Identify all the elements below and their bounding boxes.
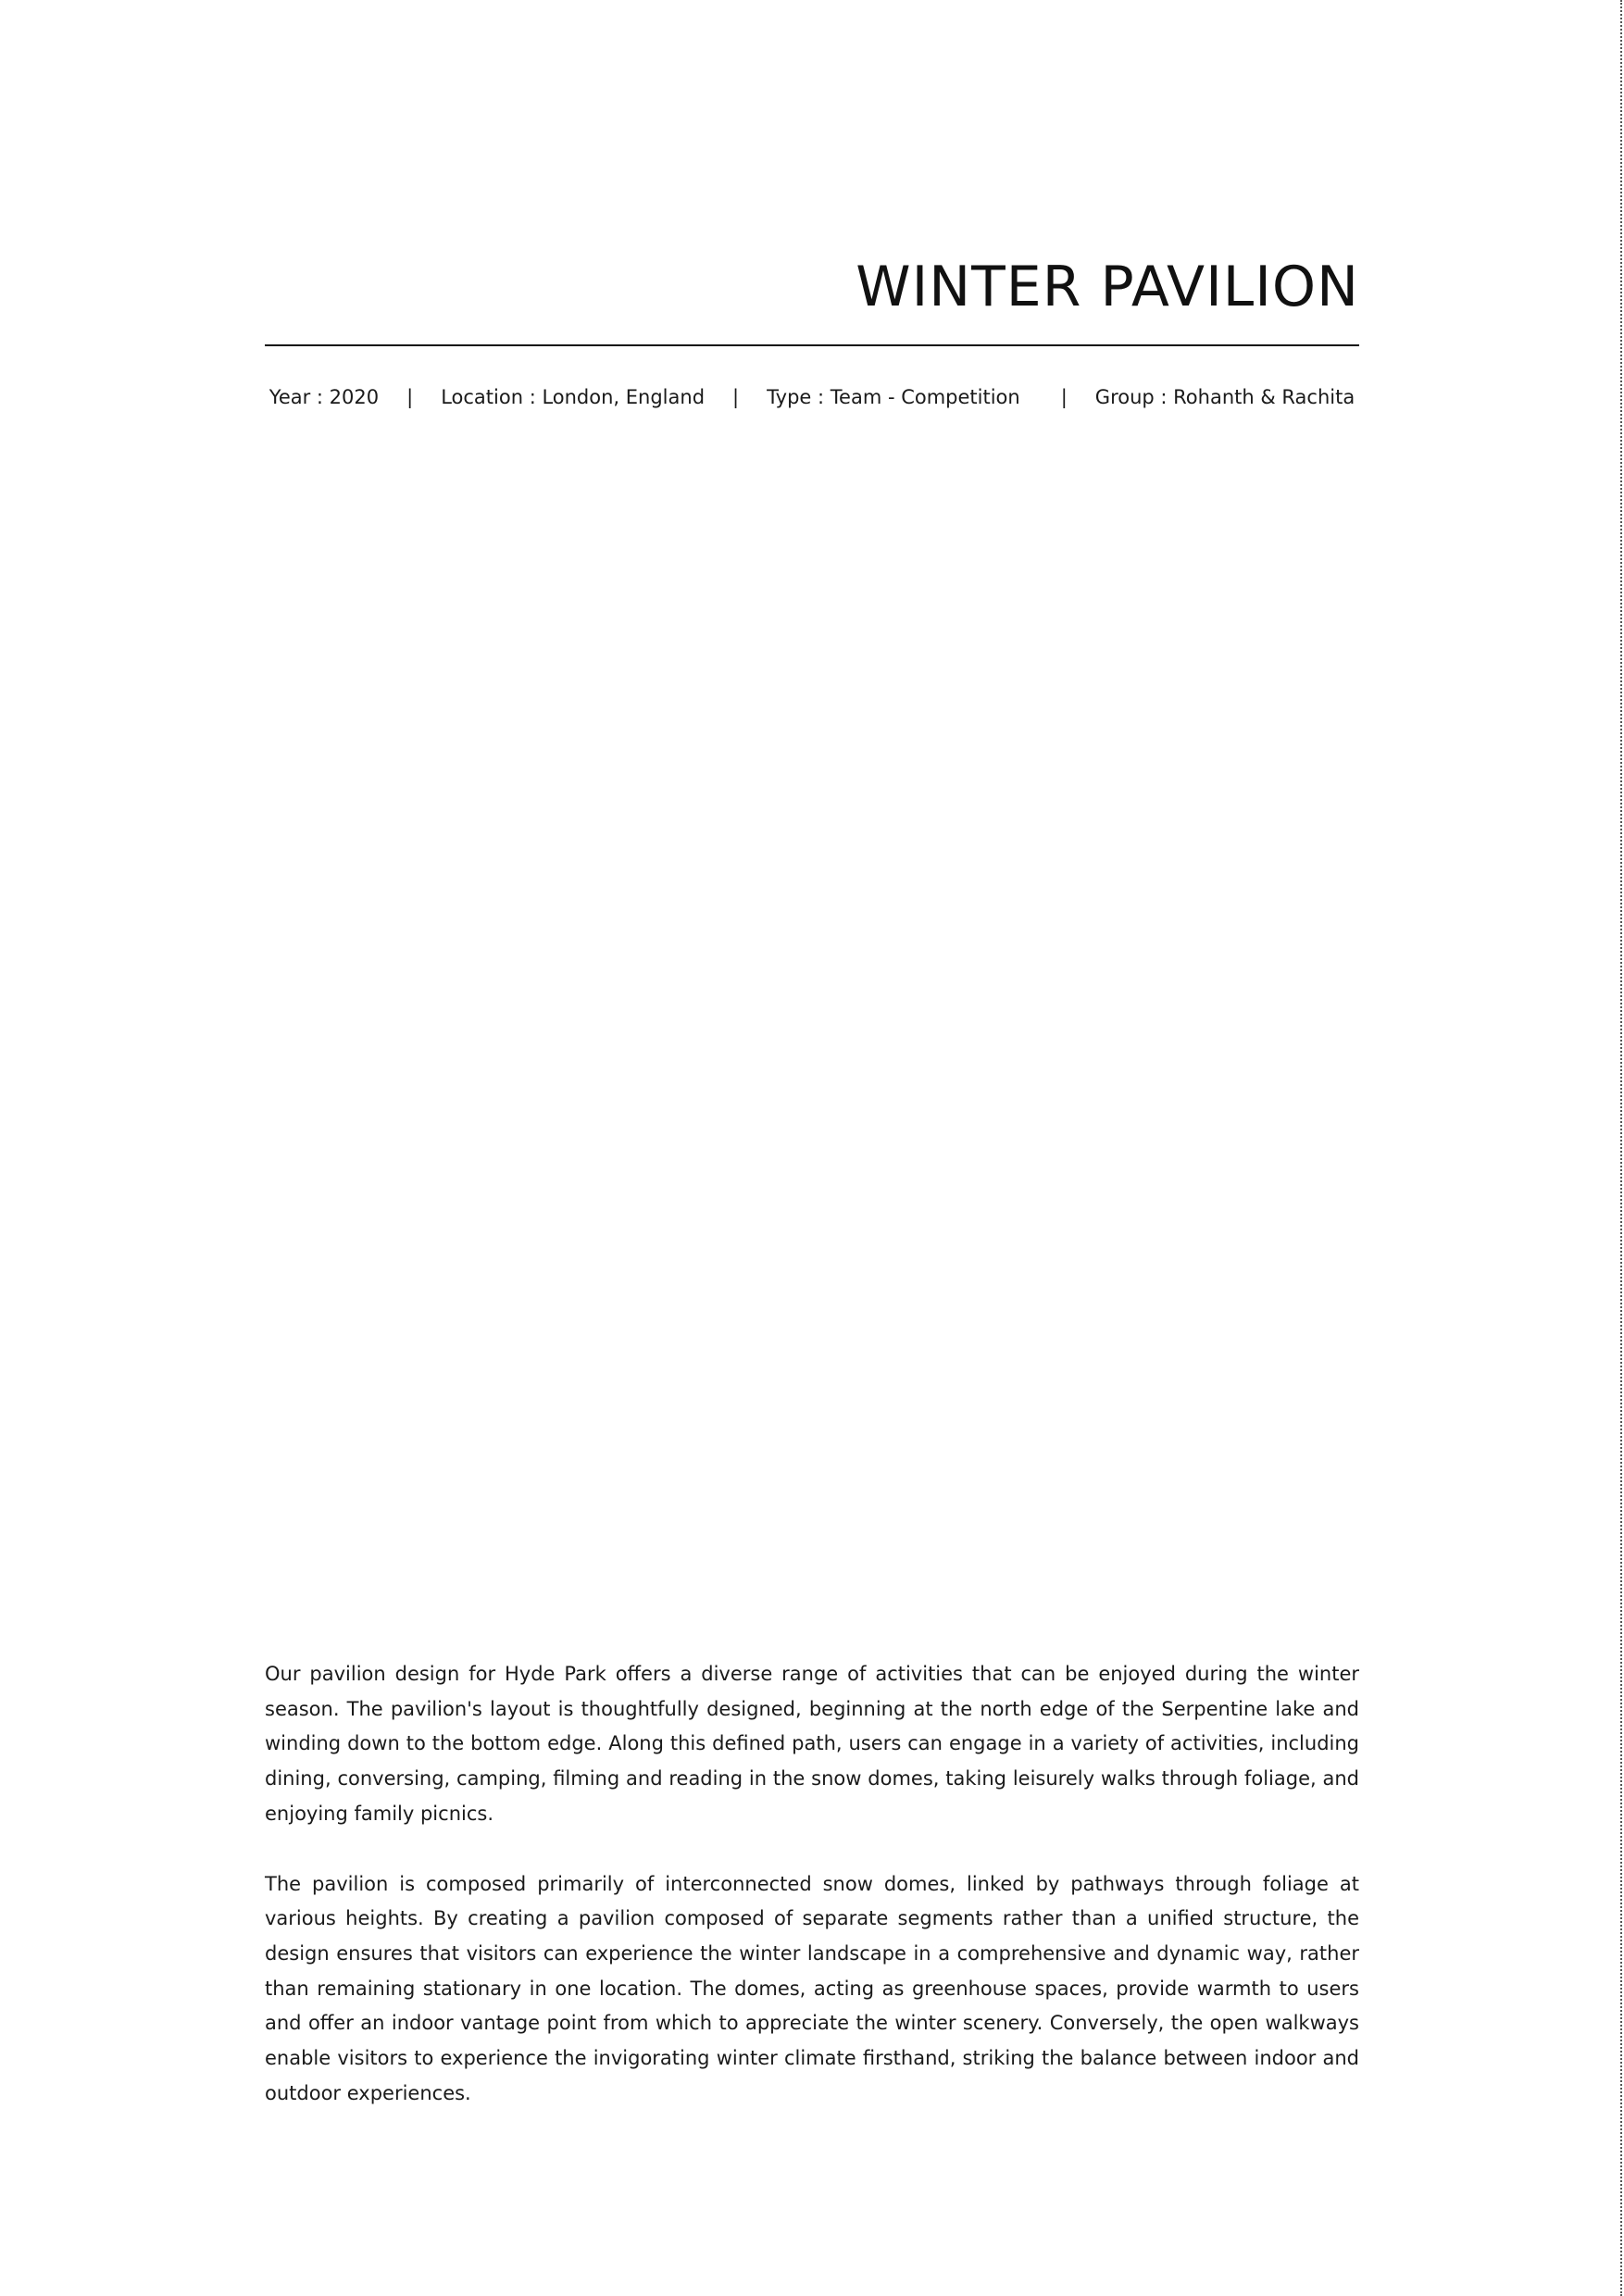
meta-type: Type : Team - Competition: [767, 386, 1020, 408]
description-paragraph-2: The pavilion is composed primarily of interconnected snow domes, linked by pathways through foliage at various heights. By creating a pavilion composed of separate segments rather than a unified structure, the design ensures that visitors can experience the winter landscape in a comprehensive and dynamic way, rather than remaining stationary in one location. The domes, acting as greenhouse spaces, provide warmth to users and offer an indoor vantage point from which to appreciate the winter scenery. Conversely, the open walkways enable visitors to experience the invigorating winter climate firsthand, striking the balance between indoor and outdoor experiences.: [265, 1872, 1359, 2104]
page-edge-divider: [1620, 0, 1622, 2296]
meta-year: Year : 2020: [269, 386, 380, 408]
description-paragraph-1: Our pavilion design for Hyde Park offers a diverse range of activities that can be enjoyed during the winter season. The pavilion's layout is thoughtfully designed, beginning at the north edge of the Serpentine lake and winding down to the bottom edge. Along this defined path, users can engage in a variety of activities, including dining, conversing, camping, filming and reading in the snow domes, taking leisurely walks through foliage, and enjoying family picnics.: [265, 1663, 1359, 1825]
title-rule: [265, 344, 1359, 346]
meta-separator: |: [1060, 386, 1068, 408]
meta-location: Location : London, England: [441, 386, 706, 408]
meta-separator: |: [406, 386, 414, 408]
meta-group: Group : Rohanth & Rachita: [1094, 386, 1355, 408]
page-title: WINTER PAVILION: [856, 255, 1359, 319]
meta-separator: |: [732, 386, 740, 408]
project-meta-row: [265, 381, 1359, 413]
project-description: [265, 1657, 1359, 2146]
